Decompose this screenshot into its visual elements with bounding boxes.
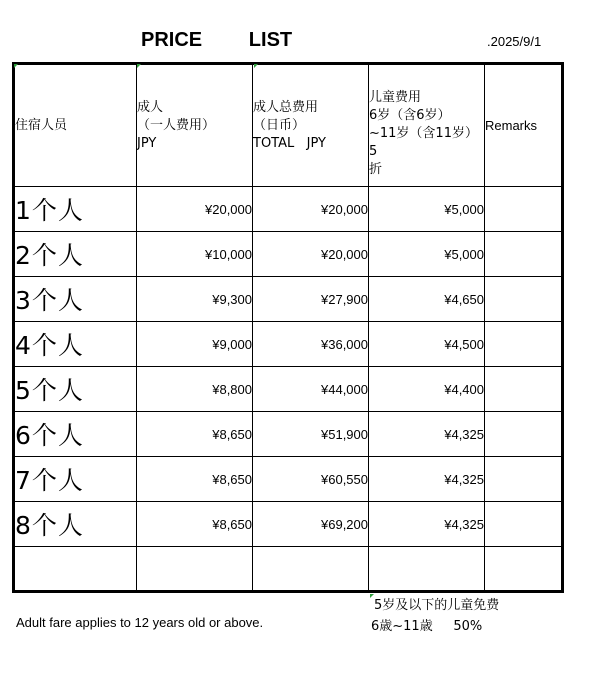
header-residents: 住宿人员 — [14, 64, 137, 187]
empty-cell — [253, 547, 369, 592]
empty-cell — [369, 547, 485, 592]
remarks-cell — [485, 367, 563, 412]
total-fee-cell: ¥60,550 — [253, 457, 369, 502]
child-fee-cell: ¥4,325 — [369, 502, 485, 547]
date-label: .2025/9/1 — [487, 34, 542, 49]
adult-fee-cell: ¥8,650 — [137, 502, 253, 547]
total-fee-cell: ¥36,000 — [253, 322, 369, 367]
remarks-cell — [485, 412, 563, 457]
table-row — [14, 187, 563, 232]
table-row — [14, 322, 563, 367]
total-fee-cell: ¥44,000 — [253, 367, 369, 412]
row-label: 4个人 — [14, 322, 137, 367]
child-fee-cell: ¥4,325 — [369, 457, 485, 502]
header-adult-fee: 成人 （一人费用） JPY — [137, 64, 253, 187]
empty-row — [14, 547, 563, 592]
remarks-cell — [485, 457, 563, 502]
total-fee-cell: ¥69,200 — [253, 502, 369, 547]
row-label: 7个人 — [14, 457, 137, 502]
header-row — [14, 64, 563, 187]
child-fee-cell: ¥5,000 — [369, 232, 485, 277]
adult-fare-note: Adult fare applies to 12 years old or above. — [16, 615, 264, 630]
remarks-cell — [485, 232, 563, 277]
comment-marker-icon — [137, 64, 141, 68]
row-label: 3个人 — [14, 277, 137, 322]
total-fee-cell: ¥20,000 — [253, 187, 369, 232]
empty-cell — [485, 547, 563, 592]
table-row — [14, 232, 563, 277]
adult-fee-cell: ¥9,000 — [137, 322, 253, 367]
remarks-cell — [485, 502, 563, 547]
table-row — [14, 502, 563, 547]
header-adult-total: 成人总费用 （日币） TOTAL JPY — [253, 64, 369, 187]
table-row — [14, 367, 563, 412]
free-children-note: 5岁及以下的儿童免费 — [374, 598, 500, 613]
table-row — [14, 412, 563, 457]
child-fee-cell: ¥4,400 — [369, 367, 485, 412]
total-fee-cell: ¥27,900 — [253, 277, 369, 322]
page-title: PRICE LIST — [141, 29, 293, 51]
adult-fee-cell: ¥9,300 — [137, 277, 253, 322]
row-label: 6个人 — [14, 412, 137, 457]
adult-fee-cell: ¥8,650 — [137, 457, 253, 502]
header-child-fee: 儿童费用 6岁（含6岁） ~11岁（含11岁）5 折 — [369, 64, 485, 187]
adult-fee-cell: ¥10,000 — [137, 232, 253, 277]
table-row — [14, 277, 563, 322]
empty-cell — [14, 547, 137, 592]
table-row — [14, 457, 563, 502]
child-fee-cell: ¥4,325 — [369, 412, 485, 457]
adult-fee-cell: ¥8,650 — [137, 412, 253, 457]
child-fee-cell: ¥4,650 — [369, 277, 485, 322]
price-table — [12, 62, 564, 593]
row-label: 2个人 — [14, 232, 137, 277]
row-label: 8个人 — [14, 502, 137, 547]
adult-fee-cell: ¥20,000 — [137, 187, 253, 232]
row-label: 1个人 — [14, 187, 137, 232]
child-fee-cell: ¥5,000 — [369, 187, 485, 232]
remarks-cell — [485, 277, 563, 322]
total-fee-cell: ¥20,000 — [253, 232, 369, 277]
remarks-cell — [485, 322, 563, 367]
header-remarks: Remarks — [485, 64, 563, 187]
child-discount-note: 6歳~11歳 50% — [371, 619, 483, 634]
comment-marker-icon — [14, 64, 18, 68]
adult-fee-cell: ¥8,800 — [137, 367, 253, 412]
total-fee-cell: ¥51,900 — [253, 412, 369, 457]
empty-cell — [137, 547, 253, 592]
comment-marker-icon — [254, 64, 258, 68]
child-fee-cell: ¥4,500 — [369, 322, 485, 367]
row-label: 5个人 — [14, 367, 137, 412]
remarks-cell — [485, 187, 563, 232]
